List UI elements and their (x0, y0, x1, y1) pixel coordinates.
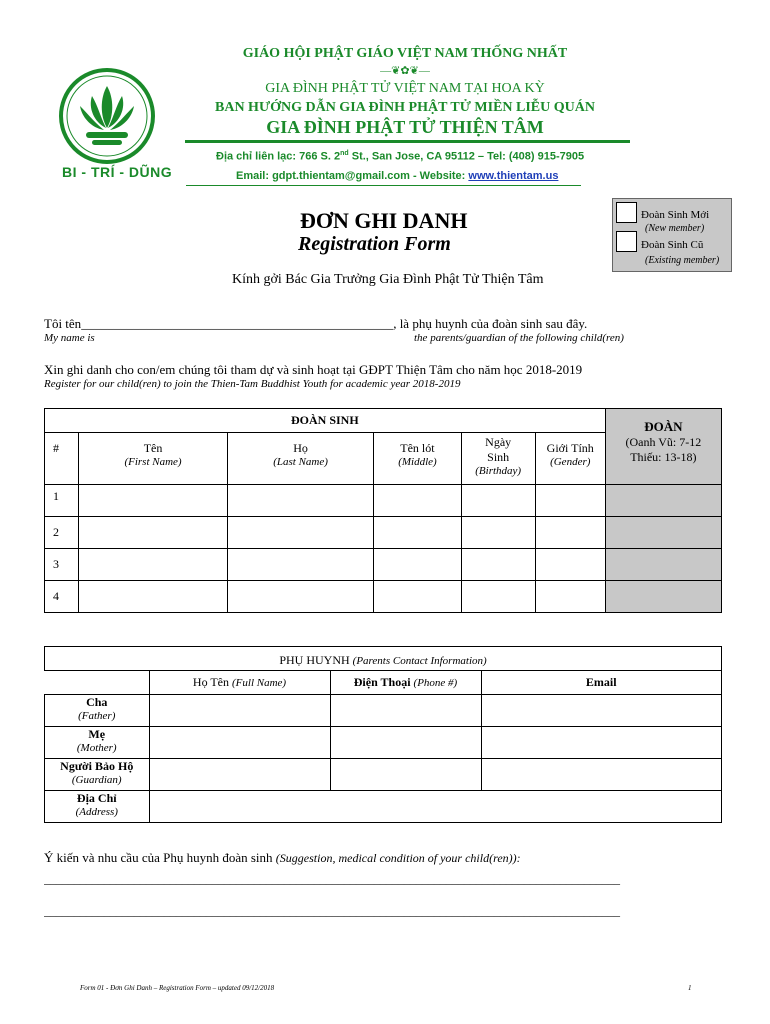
guardian-name-cell[interactable] (149, 759, 330, 791)
gender-cell[interactable] (535, 549, 605, 581)
header-line-1: GIÁO HỘI PHẬT GIÁO VIỆT NAM THỐNG NHẤT (242, 46, 568, 61)
doan-header-text: ĐOÀN (644, 419, 683, 434)
intro-tail-en: the parents/guardian of the following child(ren) (414, 332, 624, 344)
num-header-text: # (53, 441, 59, 455)
col-birthday-en: (Birthday) (475, 465, 522, 477)
col-email-text: Email (585, 675, 617, 689)
last-name-cell[interactable] (227, 549, 374, 581)
father-email-cell[interactable] (481, 695, 722, 727)
row-number-text: 4 (53, 589, 59, 603)
mother-email-cell[interactable] (481, 727, 722, 759)
col-last-name-en: (Last Name) (273, 456, 328, 468)
birthday-cell[interactable] (461, 549, 535, 581)
first-name-cell[interactable] (79, 485, 228, 517)
father-name-cell[interactable] (149, 695, 330, 727)
students-group-header-text: ĐOÀN SINH (291, 413, 359, 427)
intro-name-label: Tôi tên (44, 316, 82, 331)
birthday-cell[interactable] (461, 517, 535, 549)
address-sup: nd (340, 150, 349, 157)
row-label-father (45, 695, 150, 727)
row-number (45, 549, 79, 581)
middle-cell[interactable] (374, 581, 461, 613)
row-number (45, 581, 79, 613)
doan-header (605, 409, 721, 485)
col-full-name-bold: Họ Tên (192, 675, 230, 689)
address-suffix: St., San Jose, CA 95112 – Tel: (408) 915-7905 (348, 150, 585, 163)
parents-table (44, 646, 722, 823)
col-gender-vn: Giới Tính (546, 441, 594, 455)
header-line-2: GIA ĐÌNH PHẬT TỬ VIỆT NAM TẠI HOA KỲ (265, 81, 545, 96)
col-full-name (149, 671, 330, 695)
contact-address (216, 150, 584, 163)
table-row (45, 581, 722, 613)
ornament-icon: —❦✿❦— (380, 65, 430, 77)
first-name-cell[interactable] (79, 581, 228, 613)
row-label-en: (Mother) (76, 742, 117, 754)
greeting: Kính gởi Bác Gia Trưởng Gia Đình Phật Tử Thiện Tâm (232, 272, 544, 287)
mother-name-cell[interactable] (149, 727, 330, 759)
new-member-label-en: (New member) (645, 223, 705, 234)
col-first-name (79, 433, 228, 485)
col-middle (374, 433, 461, 485)
website-link[interactable]: www.thientam.us (468, 170, 559, 182)
logo (52, 66, 162, 166)
doan-cell[interactable] (605, 517, 721, 549)
first-name-cell[interactable] (79, 549, 228, 581)
birthday-cell[interactable] (461, 581, 535, 613)
col-phone (330, 671, 481, 695)
row-label-en: (Address) (75, 806, 118, 818)
member-type-box (612, 198, 732, 272)
new-member-label: Đoàn Sinh Mới (641, 209, 710, 221)
table-row (45, 485, 722, 517)
email-text: Email: gdpt.thientam@gmail.com - Website: (236, 170, 469, 182)
col-gender (535, 433, 605, 485)
parents-title-ital: (Parents Contact Information) (352, 655, 487, 667)
last-name-cell[interactable] (227, 517, 374, 549)
col-full-name-ital: (Full Name) (232, 677, 287, 689)
col-gender-en: (Gender) (550, 456, 591, 468)
intro-name-blank[interactable]: ________________________________________________ (81, 316, 394, 331)
birthday-cell[interactable] (461, 485, 535, 517)
suggestion-en: (Suggestion, medical condition of your child(ren)): (275, 851, 521, 865)
row-label-mother (45, 727, 150, 759)
row-number-text: 1 (53, 489, 59, 503)
middle-cell[interactable] (374, 485, 461, 517)
row-label-guardian (45, 759, 150, 791)
header-line-3: BAN HƯỚNG DẪN GIA ĐÌNH PHẬT TỬ MIỀN LIỄU QUÁN (215, 100, 595, 115)
mother-phone-cell[interactable] (330, 727, 481, 759)
new-member-checkbox[interactable] (616, 202, 637, 223)
col-last-name-vn: Họ (293, 441, 308, 455)
col-phone-bold: Điện Thoại (353, 675, 411, 689)
table-row (45, 727, 722, 759)
col-first-name-en: (First Name) (124, 456, 182, 468)
intro-line-2-en: Register for our child(ren) to join the Thien-Tam Buddhist Youth for academic year 2018-2019 (44, 378, 461, 390)
col-email (481, 671, 722, 695)
intro-name-tail: , là phụ huynh của đoàn sinh sau đây. (393, 316, 588, 331)
row-label-vn: Cha (86, 695, 108, 709)
doan-sub-text: (Oanh Vũ: 7-12 Thiếu: 13-18) (625, 435, 702, 464)
guardian-phone-cell[interactable] (330, 759, 481, 791)
motto: BI - TRÍ - DŨNG (62, 164, 173, 180)
existing-member-label-en: (Existing member) (645, 255, 720, 266)
first-name-cell[interactable] (79, 517, 228, 549)
row-number (45, 517, 79, 549)
intro-name-en: My name is (44, 332, 95, 344)
row-number-text: 2 (53, 525, 59, 539)
table-row (45, 695, 722, 727)
last-name-cell[interactable] (227, 581, 374, 613)
gender-cell[interactable] (535, 485, 605, 517)
doan-cell[interactable] (605, 485, 721, 517)
header-rule (185, 140, 630, 143)
table-row (45, 759, 722, 791)
col-middle-vn: Tên lót (400, 441, 435, 455)
header-bottom-rule (186, 185, 581, 186)
col-phone-ital: (Phone #) (413, 677, 458, 689)
row-label-vn: Người Bảo Hộ (60, 759, 134, 773)
address-cell[interactable] (149, 791, 722, 823)
lotus-logo-icon (52, 66, 162, 166)
col-birthday (461, 433, 535, 485)
col-first-name-vn: Tên (143, 441, 163, 455)
parents-title (45, 647, 722, 671)
father-phone-cell[interactable] (330, 695, 481, 727)
row-label-en: (Guardian) (71, 774, 122, 786)
col-birthday-vn: Ngày Sinh (485, 435, 512, 464)
suggestion-vn: Ý kiến và nhu cầu của Phụ huynh đoàn sinh (44, 850, 276, 865)
contact-email (236, 170, 558, 182)
col-last-name (227, 433, 374, 485)
intro-line-1 (44, 316, 587, 332)
parents-corner (45, 671, 150, 695)
existing-member-label: Đoàn Sinh Cũ (641, 239, 704, 251)
existing-member-checkbox[interactable] (616, 231, 637, 252)
row-label-vn: Mẹ (88, 727, 106, 741)
row-label-vn: Địa Chỉ (76, 791, 117, 805)
col-middle-en: (Middle) (398, 456, 437, 468)
page-number: 1 (688, 984, 692, 992)
title-vn: ĐƠN GHI DANH (300, 208, 468, 233)
num-header (45, 433, 79, 485)
address-prefix: Địa chỉ liên lạc: 766 S. 2 (216, 150, 341, 163)
middle-cell[interactable] (374, 549, 461, 581)
row-number (45, 485, 79, 517)
table-row (45, 791, 722, 823)
table-row (45, 549, 722, 581)
doan-cell[interactable] (605, 581, 721, 613)
doan-cell[interactable] (605, 549, 721, 581)
header-line-4: GIA ĐÌNH PHẬT TỬ THIỆN TÂM (266, 117, 544, 137)
students-group-header (45, 409, 606, 433)
gender-cell[interactable] (535, 581, 605, 613)
guardian-email-cell[interactable] (481, 759, 722, 791)
students-table (44, 408, 722, 613)
gender-cell[interactable] (535, 517, 605, 549)
row-label-address (45, 791, 150, 823)
title-en: Registration Form (298, 233, 451, 255)
suggestion-label (44, 850, 521, 866)
middle-cell[interactable] (374, 517, 461, 549)
footer-left: Form 01 - Đơn Ghi Danh – Registration Form – updated 09/12/2018 (80, 984, 275, 992)
row-label-en: (Father) (78, 710, 116, 722)
row-number-text: 3 (53, 557, 59, 571)
suggestion-line-2[interactable]: ________________________________________________________________________________________________ (44, 904, 620, 918)
table-row (45, 517, 722, 549)
suggestion-line-1[interactable]: ________________________________________________________________________________________________ (44, 872, 620, 886)
last-name-cell[interactable] (227, 485, 374, 517)
parents-title-bold: PHỤ HUYNH (279, 653, 350, 667)
intro-line-2: Xin ghi danh cho con/em chúng tôi tham dự và sinh hoạt tại GĐPT Thiện Tâm cho năm học 2018-2019 (44, 362, 583, 377)
